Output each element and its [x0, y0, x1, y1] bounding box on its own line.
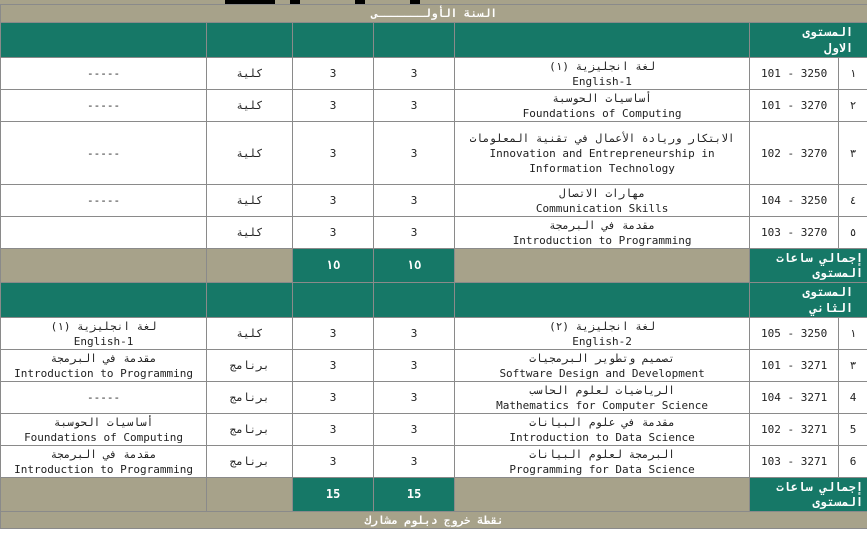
prerequisite — [1, 90, 207, 122]
total-empty-cell — [207, 249, 293, 283]
course-name — [455, 446, 750, 478]
row-number: 5 — [839, 414, 867, 446]
credit-hours: 3 — [374, 446, 455, 478]
course-code: 3271 - 101 — [750, 350, 839, 382]
header-cell — [1, 23, 207, 58]
course-row — [1, 122, 867, 185]
level-label-line: المستوى — [802, 285, 854, 299]
prerequisite — [1, 446, 207, 478]
course-row — [1, 185, 867, 217]
row-number: ١ — [839, 58, 867, 90]
row-number: ٣ — [839, 350, 867, 382]
prerequisite-en: ----- — [86, 146, 121, 160]
level-total-row — [1, 478, 867, 512]
contact-hours: 3 — [293, 318, 374, 350]
course-name — [455, 350, 750, 382]
level-header-row — [1, 23, 867, 58]
credit-hours: 3 — [374, 90, 455, 122]
course-type: برنامج — [207, 446, 293, 478]
header-cell — [1, 283, 207, 318]
prerequisite — [1, 414, 207, 446]
course-name — [455, 58, 750, 90]
level-total-label-line: المستوى — [812, 265, 864, 280]
course-name-en: Introduction to Programming — [512, 233, 692, 247]
row-number: 6 — [839, 446, 867, 478]
course-row — [1, 414, 867, 446]
year-title-bar — [1, 5, 867, 23]
course-name-ar: مقدمة في البرمجة — [549, 218, 656, 232]
course-code: 3270 - 103 — [750, 217, 839, 249]
course-type: كلية — [207, 90, 293, 122]
level-label-line: الاول — [824, 41, 854, 55]
course-name-ar: أساسيات الحوسبة — [552, 91, 652, 105]
course-name — [455, 217, 750, 249]
level-label-line: الثاني — [809, 301, 854, 315]
course-type: برنامج — [207, 414, 293, 446]
header-cell — [455, 283, 750, 318]
course-type: كلية — [207, 318, 293, 350]
course-code: 3270 - 101 — [750, 90, 839, 122]
level-total-label-line: إجمالي ساعات — [776, 250, 864, 265]
prerequisite — [1, 185, 207, 217]
course-name — [455, 382, 750, 414]
contact-hours: 3 — [293, 122, 374, 185]
credit-hours: 3 — [374, 217, 455, 249]
course-name — [455, 414, 750, 446]
course-code: 3271 - 103 — [750, 446, 839, 478]
contact-hours: 3 — [293, 382, 374, 414]
prerequisite — [1, 350, 207, 382]
prerequisite-ar: أساسيات الحوسبة — [53, 415, 154, 429]
prerequisite-ar: لغة انجليزية (١) — [50, 319, 157, 333]
course-name-ar: لغة انجليزية (١) — [549, 59, 656, 73]
prerequisite — [1, 58, 207, 90]
course-name-en: English-2 — [572, 334, 632, 348]
course-row — [1, 318, 867, 350]
prerequisite-en: Introduction to Programming — [14, 366, 193, 380]
level-total-label — [750, 249, 867, 283]
course-name-ar: البرمجة لعلوم البيانات — [529, 447, 675, 461]
credit-hours: 3 — [374, 318, 455, 350]
year-title: السنة الأولـــــــى — [1, 5, 867, 23]
course-name — [455, 318, 750, 350]
header-cell — [374, 283, 455, 318]
credit-hours: 3 — [374, 350, 455, 382]
credit-hours: 3 — [374, 382, 455, 414]
course-type: كلية — [207, 122, 293, 185]
level-total-label-line: إجمالي ساعات — [776, 479, 864, 494]
course-code: 3271 - 102 — [750, 414, 839, 446]
contact-hours: 3 — [293, 350, 374, 382]
course-name-ar: مقدمة في علوم البيانات — [529, 415, 675, 429]
course-name-en: Communication Skills — [535, 201, 669, 215]
header-cell — [374, 23, 455, 58]
total-empty-cell — [207, 478, 293, 512]
prerequisite-en: ----- — [86, 194, 121, 207]
course-row — [1, 382, 867, 414]
course-name — [455, 122, 750, 185]
course-row — [1, 446, 867, 478]
level-label-line: المستوى — [802, 25, 854, 39]
course-name-en: Programming for Data Science — [509, 462, 695, 476]
total-empty-cell — [455, 478, 750, 512]
credit-hours: 3 — [374, 414, 455, 446]
course-name-ar: لغة انجليزية (٢) — [549, 319, 656, 333]
course-name — [455, 90, 750, 122]
course-type: كلية — [207, 185, 293, 217]
prerequisite — [1, 217, 207, 249]
course-name-ar: الرياضيات لعلوم الحاسب — [529, 383, 675, 397]
level-label — [750, 23, 867, 58]
row-number: 4 — [839, 382, 867, 414]
level-total-row — [1, 249, 867, 283]
course-type: برنامج — [207, 382, 293, 414]
prerequisite-en: English-1 — [73, 334, 134, 348]
course-row — [1, 58, 867, 90]
row-number: ٢ — [839, 90, 867, 122]
study-plan-table — [0, 4, 867, 529]
course-code: 3250 - 105 — [750, 318, 839, 350]
contact-hours: 3 — [293, 217, 374, 249]
course-code: 3270 - 102 — [750, 122, 839, 185]
total-empty-cell — [455, 249, 750, 283]
prerequisite — [1, 382, 207, 414]
course-name-en: Mathematics for Computer Science — [496, 398, 709, 412]
total-empty-cell — [1, 478, 207, 512]
course-name-en: Software Design and Development — [499, 366, 705, 380]
level-total-label — [750, 478, 867, 512]
course-type: كلية — [207, 58, 293, 90]
course-code: 3271 - 104 — [750, 382, 839, 414]
course-name — [455, 185, 750, 217]
level-total-label-line: المستوى — [812, 494, 864, 509]
credit-hours: 3 — [374, 122, 455, 185]
course-name-en: Foundations of Computing — [522, 106, 682, 120]
prerequisite-en: ----- — [86, 99, 121, 112]
course-type: كلية — [207, 217, 293, 249]
course-row — [1, 90, 867, 122]
header-cell — [207, 283, 293, 318]
contact-hours: 3 — [293, 446, 374, 478]
course-name-ar: مهارات الاتصال — [559, 186, 646, 200]
total-credit-hours: 15 — [374, 478, 455, 512]
level-label — [750, 283, 867, 318]
credit-hours: 3 — [374, 58, 455, 90]
prerequisite — [1, 318, 207, 350]
credit-hours: 3 — [374, 185, 455, 217]
row-number: ٤ — [839, 185, 867, 217]
prerequisite-en: ----- — [86, 67, 121, 80]
course-row — [1, 217, 867, 249]
row-number: ٣ — [839, 122, 867, 185]
contact-hours: 3 — [293, 414, 374, 446]
contact-hours: 3 — [293, 185, 374, 217]
course-name-ar: تصميم وتطوير البرمجيات — [529, 351, 675, 365]
course-name-ar: الابتكار وريادة الأعمال في تقنية المعلومات — [469, 131, 735, 145]
row-number: ١ — [839, 318, 867, 350]
course-row — [1, 350, 867, 382]
course-name-en: English-1 — [572, 74, 632, 88]
course-code: 3250 - 101 — [750, 58, 839, 90]
header-cell — [293, 283, 374, 318]
prerequisite-en: Foundations of Computing — [24, 430, 184, 444]
level-header-row — [1, 283, 867, 318]
course-name-en: Innovation and Entrepreneurship in Information Technology — [489, 146, 715, 175]
total-contact-hours: ١٥ — [293, 249, 374, 283]
prerequisite-en: Introduction to Programming — [14, 462, 193, 476]
prerequisite-ar: مقدمة في البرمجة — [50, 447, 157, 461]
prerequisite — [1, 122, 207, 185]
row-number: ٥ — [839, 217, 867, 249]
exit-point-bar — [1, 512, 867, 529]
total-credit-hours: ١٥ — [374, 249, 455, 283]
total-empty-cell — [1, 249, 207, 283]
contact-hours: 3 — [293, 58, 374, 90]
header-cell — [293, 23, 374, 58]
total-contact-hours: 15 — [293, 478, 374, 512]
header-cell — [207, 23, 293, 58]
header-cell — [455, 23, 750, 58]
course-code: 3250 - 104 — [750, 185, 839, 217]
course-name-en: Introduction to Data Science — [509, 430, 695, 444]
prerequisite-en: ----- — [86, 391, 121, 404]
course-type: برنامج — [207, 350, 293, 382]
prerequisite-ar: مقدمة في البرمجة — [50, 351, 157, 365]
exit-point-title: نقطة خروج دبلوم مشارك — [1, 512, 867, 529]
contact-hours: 3 — [293, 90, 374, 122]
